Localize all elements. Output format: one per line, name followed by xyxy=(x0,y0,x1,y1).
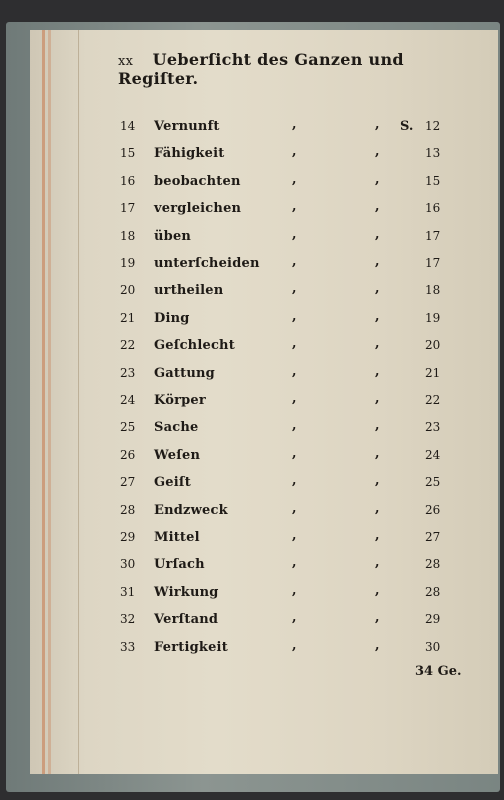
leader-mark: , xyxy=(375,445,380,461)
entry-page: 26 xyxy=(425,502,441,517)
entry-page: 22 xyxy=(425,393,441,407)
register-entry xyxy=(120,146,470,172)
leader-mark: , xyxy=(375,281,380,297)
entry-page: 19 xyxy=(425,310,441,325)
entry-page: 28 xyxy=(425,557,441,572)
entry-page: 17 xyxy=(425,228,441,243)
page-edge-stripe xyxy=(48,30,51,774)
register-entry xyxy=(120,338,470,364)
entry-term: vergleichen xyxy=(154,201,242,217)
leader-mark: , xyxy=(375,336,380,352)
entry-number: 21 xyxy=(120,310,136,325)
catchword: 34 Ge. xyxy=(415,664,462,679)
leader-mark: , xyxy=(375,226,380,242)
leader-mark: , xyxy=(292,473,297,489)
entry-page: 18 xyxy=(425,283,441,298)
leader-mark: , xyxy=(292,254,297,269)
leader-mark: , xyxy=(292,582,297,598)
leader-mark: , xyxy=(292,336,297,352)
entry-term: unterſcheiden xyxy=(154,256,260,271)
entry-term: Weſen xyxy=(154,447,201,463)
entry-page: 24 xyxy=(425,447,441,462)
entry-number: 22 xyxy=(120,338,136,353)
entry-number: 33 xyxy=(120,639,136,654)
leader-mark: , xyxy=(375,144,380,160)
register-entry xyxy=(120,582,470,611)
leader-mark: , xyxy=(375,117,380,132)
leader-mark: , xyxy=(292,199,297,215)
entry-term: Wirkung xyxy=(154,584,219,600)
leader-mark: , xyxy=(292,528,297,543)
leader-mark: , xyxy=(292,308,297,324)
leader-mark: , xyxy=(375,308,380,324)
leader-mark: , xyxy=(292,171,297,187)
leader-mark: , xyxy=(375,555,380,571)
leader-mark: , xyxy=(375,637,380,653)
entry-number: 14 xyxy=(120,119,136,133)
entry-number: 23 xyxy=(120,365,136,380)
leader-mark: , xyxy=(375,418,380,434)
entry-term: Geſchlecht xyxy=(154,338,235,354)
entry-number: 28 xyxy=(120,502,136,517)
register-entry xyxy=(120,201,470,227)
entry-page: 20 xyxy=(425,338,441,353)
entry-number: 16 xyxy=(120,173,136,188)
entry-number: 17 xyxy=(120,201,136,216)
entry-page: 12 xyxy=(425,119,441,133)
register-entry xyxy=(120,475,470,501)
entry-term: Sache xyxy=(154,420,199,436)
leader-mark: , xyxy=(292,363,297,379)
leader-mark: , xyxy=(292,281,297,297)
leader-mark: , xyxy=(375,254,380,269)
entry-term: Mittel xyxy=(154,530,200,545)
entry-page: 23 xyxy=(425,420,441,435)
leader-mark: , xyxy=(375,500,380,516)
entry-number: 15 xyxy=(120,146,136,161)
register-entry xyxy=(120,226,470,255)
entry-term: Ding xyxy=(154,310,190,326)
entry-page: 13 xyxy=(425,146,441,161)
leader-mark: , xyxy=(292,445,297,461)
register-entry xyxy=(120,171,470,200)
leader-mark: , xyxy=(292,610,297,626)
entry-page: 16 xyxy=(425,201,441,216)
entry-number: 31 xyxy=(120,584,136,599)
entry-page: 21 xyxy=(425,365,441,380)
entry-page: 27 xyxy=(425,530,441,544)
leader-mark: , xyxy=(292,391,297,406)
register-entry xyxy=(120,256,470,282)
entry-number: 30 xyxy=(120,557,136,572)
leader-mark: , xyxy=(292,117,297,132)
entry-term: Geiſt xyxy=(154,475,191,491)
entry-term: Verſtand xyxy=(154,612,219,628)
register-entry xyxy=(120,445,470,474)
entry-term: üben xyxy=(154,228,192,244)
entry-term: Endzweck xyxy=(154,502,228,518)
register-entry xyxy=(120,119,470,145)
page-number: xx xyxy=(118,54,134,69)
register-entry xyxy=(120,393,470,419)
entry-term: beobachten xyxy=(154,173,241,189)
register-entry xyxy=(120,612,470,638)
leader-mark: , xyxy=(375,391,380,406)
page-gutter-line xyxy=(78,30,79,774)
leader-mark: , xyxy=(375,199,380,215)
entry-term: Vernunft xyxy=(154,119,220,134)
register-entry xyxy=(120,530,470,556)
register-entry xyxy=(120,283,470,309)
page-title: Ueberſicht des Ganzen und Regiſter. xyxy=(118,50,404,88)
entry-page: 25 xyxy=(425,475,441,490)
entry-number: 19 xyxy=(120,256,136,270)
entry-number: 25 xyxy=(120,420,136,435)
page-edge-stripe xyxy=(42,30,45,774)
entry-term: Urſach xyxy=(154,557,205,573)
entry-page: 28 xyxy=(425,584,441,599)
entry-number: 29 xyxy=(120,530,136,544)
leader-mark: , xyxy=(292,418,297,434)
entry-term: Fähigkeit xyxy=(154,146,225,162)
leader-mark: , xyxy=(375,528,380,543)
entry-number: 18 xyxy=(120,228,136,243)
leader-mark: , xyxy=(292,500,297,516)
register-entry xyxy=(120,500,470,529)
entry-page: 17 xyxy=(425,256,441,270)
register-entry xyxy=(120,420,470,446)
entry-page: 30 xyxy=(425,639,441,654)
page-prefix: S. xyxy=(400,119,414,134)
entry-number: 24 xyxy=(120,393,136,407)
entry-page: 29 xyxy=(425,612,441,627)
leader-mark: , xyxy=(292,144,297,160)
register-entry xyxy=(120,557,470,583)
entry-page: 15 xyxy=(425,173,441,188)
entry-term: Gattung xyxy=(154,365,215,381)
entry-number: 27 xyxy=(120,475,136,490)
leader-mark: , xyxy=(375,363,380,379)
register-entry xyxy=(120,637,470,666)
entry-term: Körper xyxy=(154,393,206,408)
leader-mark: , xyxy=(292,555,297,571)
register-entry xyxy=(120,363,470,392)
leader-mark: , xyxy=(292,637,297,653)
leader-mark: , xyxy=(292,226,297,242)
leader-mark: , xyxy=(375,610,380,626)
entry-number: 26 xyxy=(120,447,136,462)
leader-mark: , xyxy=(375,171,380,187)
leader-mark: , xyxy=(375,473,380,489)
leader-mark: , xyxy=(375,582,380,598)
running-header xyxy=(118,50,458,88)
entry-term: urtheilen xyxy=(154,283,224,299)
entry-number: 20 xyxy=(120,283,136,298)
register-entry xyxy=(120,308,470,337)
entry-number: 32 xyxy=(120,612,136,627)
entry-term: Fertigkeit xyxy=(154,639,228,655)
